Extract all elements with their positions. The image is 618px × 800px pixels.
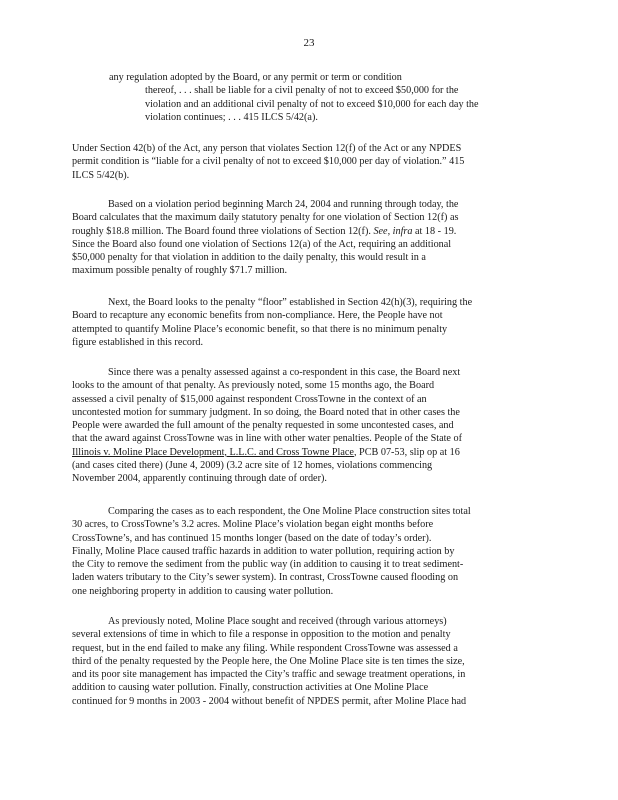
text-line: assessed a civil penalty of $15,000 against respondent CrossTowne in the context of an bbox=[72, 393, 427, 405]
text-line: one neighboring property in addition to causing water pollution. bbox=[72, 585, 334, 597]
text-line: third of the penalty requested by the People here, the One Moline Place site is ten times the size, bbox=[72, 655, 465, 667]
case-citation: Illinois v. Moline Place Development, L.L.C. and Cross Towne Place, PCB 07-53, slip op at 16 bbox=[72, 446, 460, 458]
text-line: Based on a violation period beginning March 24, 2004 and running through today, the bbox=[108, 199, 459, 210]
paragraph bbox=[72, 505, 542, 598]
text-line: violation and an additional civil penalty of not to exceed $10,000 for each day the bbox=[145, 98, 479, 110]
text-line: Board to recapture any economic benefits from non-compliance. Here, the People have not bbox=[72, 310, 443, 322]
text-line: thereof, . . . shall be liable for a civil penalty of not to exceed $50,000 for the bbox=[145, 85, 459, 97]
text-line: CrossTowne’s, and has continued 15 months longer (based on the date of today’s order). bbox=[72, 532, 432, 544]
text-line: the City to remove the sediment from the public way (in addition to causing it to treat sediment- bbox=[72, 559, 464, 571]
case-name: Illinois v. Moline Place Development, L.L.C. and Cross Towne Place bbox=[72, 446, 354, 458]
text-line: attempted to quantify Moline Place’s economic benefit, so that there is no minimum penalty bbox=[72, 323, 448, 335]
page-number: 23 bbox=[303, 37, 315, 49]
text-line: addition to causing water pollution. Finally, construction activities at One Moline Place bbox=[72, 682, 429, 694]
text-line: figure established in this record. bbox=[72, 336, 203, 348]
text-line: looks to the amount of that penalty. As previously noted, some 15 months ago, the Board bbox=[72, 380, 435, 392]
text-line: several extensions of time in which to file a response in opposition to the motion and penalty bbox=[72, 629, 451, 641]
text-line: Next, the Board looks to the penalty “floor” established in Section 42(h)(3), requiring the bbox=[108, 297, 473, 308]
text-line: Comparing the cases as to each respondent, the One Moline Place construction sites total bbox=[108, 506, 471, 517]
paragraph bbox=[72, 296, 542, 349]
text-line: People were awarded the full amount of the penalty requested in some uncontested cases, and bbox=[72, 420, 454, 432]
paragraph bbox=[72, 366, 542, 486]
text-line: $50,000 penalty for that violation in addition to the daily penalty, this would result in a bbox=[72, 252, 426, 264]
citation-signal: See, infra bbox=[373, 225, 413, 237]
text-line: that the award against CrossTowne was in line with other water penalties. People of the State of bbox=[72, 433, 462, 445]
text-line: Board calculates that the maximum daily statutory penalty for one violation of Section 12(f) as bbox=[72, 212, 459, 224]
text-line: 30 acres, to CrossTowne’s 3.2 acres. Moline Place’s violation began eight months before bbox=[72, 519, 434, 531]
text-line: violation continues; . . . 415 ILCS 5/42(a). bbox=[145, 111, 318, 123]
text-line: laden waters tributary to the City’s sewer system). In contrast, CrossTowne caused flooding on bbox=[72, 572, 459, 584]
text-line: request, but in the end failed to make any filing. While respondent CrossTowne was assessed a bbox=[72, 642, 458, 654]
text-line: maximum possible penalty of roughly $71.7 million. bbox=[72, 265, 288, 277]
paragraph bbox=[72, 198, 542, 278]
text-line: uncontested motion for summary judgment. In so doing, the Board noted that in other cases the bbox=[72, 406, 460, 418]
text-line: November 2004, apparently continuing through date of order). bbox=[72, 473, 327, 485]
text-line: roughly $18.8 million. The Board found three violations of Section 12(f). See, infra at 18 - 19. bbox=[72, 225, 457, 237]
text-line: any regulation adopted by the Board, or any permit or term or condition bbox=[109, 72, 402, 83]
text-line: permit condition is “liable for a civil penalty of not to exceed $10,000 per day of violation.” 415 bbox=[72, 156, 465, 168]
text-line: and its poor site management has impacted the City’s traffic and sewage treatment operations, in bbox=[72, 669, 466, 681]
block-quote bbox=[109, 71, 501, 124]
text-line: ILCS 5/42(b). bbox=[72, 169, 130, 181]
text-line: As previously noted, Moline Place sought and received (through various attorneys) bbox=[108, 616, 447, 627]
text-line: continued for 9 months in 2003 - 2004 without benefit of NPDES permit, after Moline Place had bbox=[72, 695, 467, 707]
paragraph bbox=[72, 142, 542, 182]
text-line: (and cases cited there) (June 4, 2009) (3.2 acre site of 12 homes, violations commencing bbox=[72, 460, 433, 472]
paragraph bbox=[72, 615, 542, 708]
text-line: Under Section 42(b) of the Act, any person that violates Section 12(f) of the Act or any NPDES bbox=[72, 143, 462, 154]
text-line: Since the Board also found one violation of Sections 12(a) of the Act, requiring an additional bbox=[72, 238, 452, 250]
text-line: Since there was a penalty assessed against a co-respondent in this case, the Board next bbox=[108, 367, 461, 378]
text-line: Finally, Moline Place caused traffic hazards in addition to water pollution, requiring action by bbox=[72, 545, 455, 557]
